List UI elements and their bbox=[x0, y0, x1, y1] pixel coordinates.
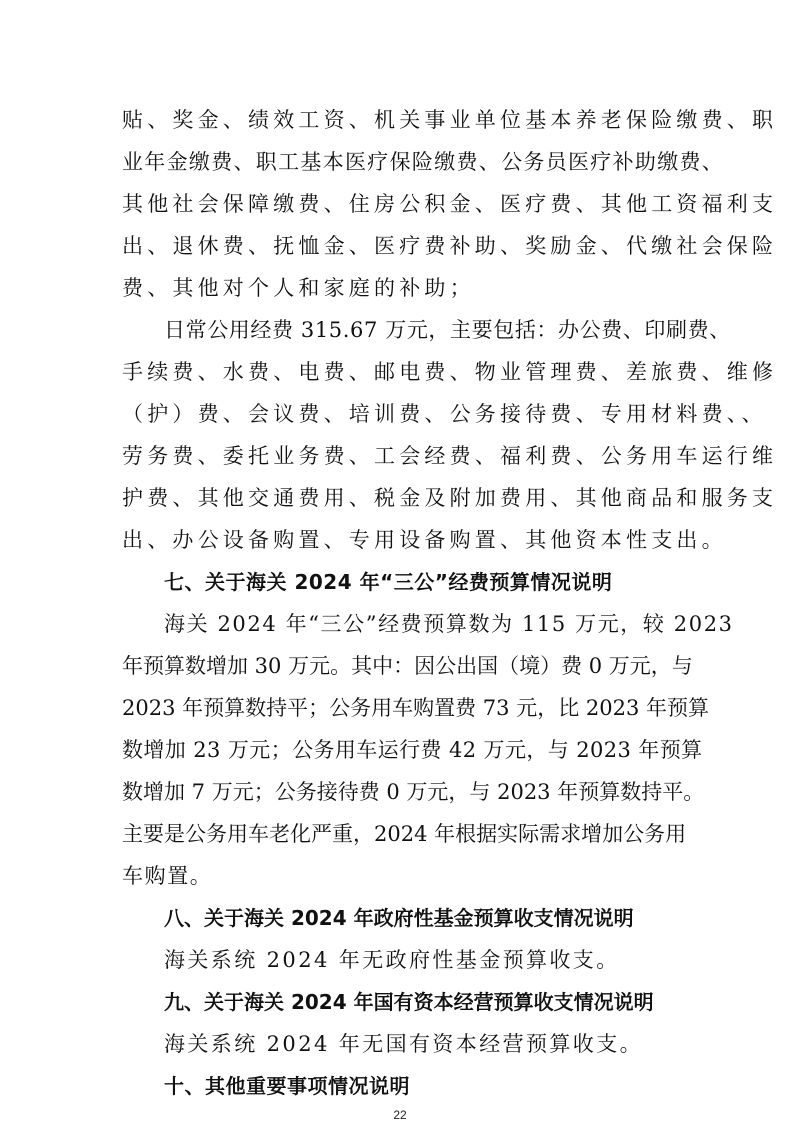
body-text-line: 海关 2024 年“三公”经费预算数为 115 万元，较 2023 bbox=[164, 612, 734, 636]
body-text-line: 海关系统 2024 年无国有资本经营预算收支。 bbox=[164, 1032, 643, 1056]
body-text-line: 劳务费、委托业务费、工会经费、福利费、公务用车运行维 bbox=[122, 444, 778, 468]
body-text-line: 贴、奖金、绩效工资、机关事业单位基本养老保险缴费、职 bbox=[122, 108, 778, 132]
section-heading: 七、关于海关 2024 年“三公”经费预算情况说明 bbox=[164, 570, 613, 594]
body-text-line: 费、其他对个人和家庭的补助； bbox=[122, 276, 475, 300]
body-text-line: 其他社会保障缴费、住房公积金、医疗费、其他工资福利支 bbox=[122, 192, 778, 216]
section-heading: 十、其他重要事项情况说明 bbox=[164, 1074, 410, 1098]
body-text-line: 出、退休费、抚恤金、医疗费补助、奖励金、代缴社会保险 bbox=[122, 234, 778, 258]
body-text-line: 护费、其他交通费用、税金及附加费用、其他商品和服务支 bbox=[122, 486, 778, 510]
section-heading: 九、关于海关 2024 年国有资本经营预算收支情况说明 bbox=[164, 990, 654, 1014]
body-text-line: 数增加 23 万元；公务用车运行费 42 万元，与 2023 年预算 bbox=[122, 738, 703, 762]
body-text-line: 主要是公务用车老化严重，2024 年根据实际需求增加公务用 bbox=[122, 822, 687, 846]
body-text-line: 数增加 7 万元；公务接待费 0 万元，与 2023 年预算数持平。 bbox=[122, 780, 705, 804]
body-text-line: 出、办公设备购置、专用设备购置、其他资本性支出。 bbox=[122, 528, 727, 552]
body-text-line: 车购置。 bbox=[122, 864, 213, 888]
body-text-line: 海关系统 2024 年无政府性基金预算收支。 bbox=[164, 948, 620, 972]
body-text-line: 年预算数增加 30 万元。其中：因公出国（境）费 0 万元，与 bbox=[122, 654, 693, 678]
body-text-line: （护）费、会议费、培训费、公务接待费、专用材料费、、 bbox=[122, 402, 767, 426]
page-number: 22 bbox=[393, 1108, 407, 1122]
body-text-line: 2023 年预算数持平；公务用车购置费 73 元，比 2023 年预算 bbox=[122, 696, 709, 720]
section-heading: 八、关于海关 2024 年政府性基金预算收支情况说明 bbox=[164, 906, 634, 930]
body-text-line: 手续费、水费、电费、邮电费、物业管理费、差旅费、维修 bbox=[122, 360, 778, 384]
body-text-line: 日常公用经费 315.67 万元，主要包括：办公费、印刷费、 bbox=[164, 318, 731, 342]
body-text-line: 业年金缴费、职工基本医疗保险缴费、公务员医疗补助缴费、 bbox=[122, 150, 725, 174]
